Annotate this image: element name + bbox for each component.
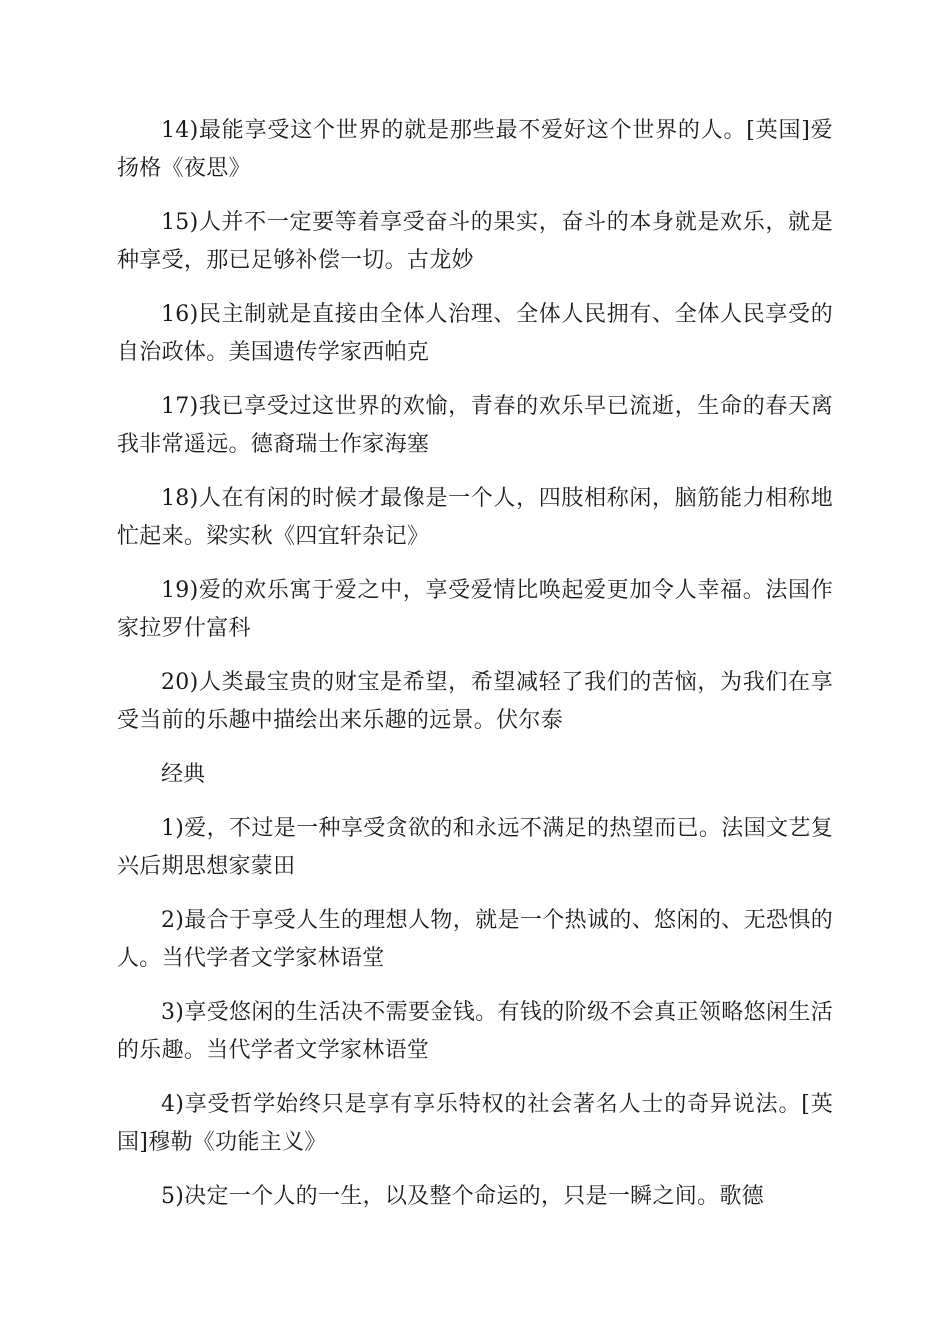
quote-paragraph: 4)享受哲学始终只是享有享乐特权的社会著名人士的奇异说法。[英国]穆勒《功能主义》: [117, 1092, 833, 1155]
quote-paragraph: 5)决定一个人的一生，以及整个命运的，只是一瞬之间。歌德: [161, 1184, 764, 1209]
quote-paragraph: 20)人类最宝贵的财宝是希望，希望减轻了我们的苦恼，为我们在享受当前的乐趣中描绘出来乐趣的远景。伏尔泰: [117, 670, 833, 733]
quote-paragraph: 2)最合于享受人生的理想人物，就是一个热诚的、悠闲的、无恐惧的人。当代学者文学家林语堂: [117, 908, 833, 971]
quote-paragraph: 18)人在有闲的时候才最像是一个人，四肢相称闲，脑筋能力相称地忙起来。梁实秋《四宜轩杂记》: [117, 486, 833, 549]
quote-paragraph: 15)人并不一定要等着享受奋斗的果实，奋斗的本身就是欢乐，就是种享受，那已足够补偿一切。古龙妙: [117, 210, 833, 273]
quote-paragraph: 3)享受悠闲的生活决不需要金钱。有钱的阶级不会真正领略悠闲生活的乐趣。当代学者文学家林语堂: [117, 1000, 833, 1063]
quote-paragraph: 1)爱，不过是一种享受贪欲的和永远不满足的热望而已。法国文艺复兴后期思想家蒙田: [117, 816, 833, 879]
quote-paragraph: 19)爱的欢乐寓于爱之中，享受爱情比唤起爱更加令人幸福。法国作家拉罗什富科: [117, 578, 833, 641]
quote-paragraph: 16)民主制就是直接由全体人治理、全体人民拥有、全体人民享受的自治政体。美国遗传学家西帕克: [117, 302, 833, 365]
quote-paragraph: 17)我已享受过这世界的欢愉，青春的欢乐早已流逝，生命的春天离我非常遥远。德裔瑞士作家海塞: [117, 394, 833, 457]
document-body: [117, 112, 833, 1232]
section-heading: 经典: [161, 762, 206, 787]
quote-paragraph: 14)最能享受这个世界的就是那些最不爱好这个世界的人。[英国]爱扬格《夜思》: [117, 118, 833, 181]
